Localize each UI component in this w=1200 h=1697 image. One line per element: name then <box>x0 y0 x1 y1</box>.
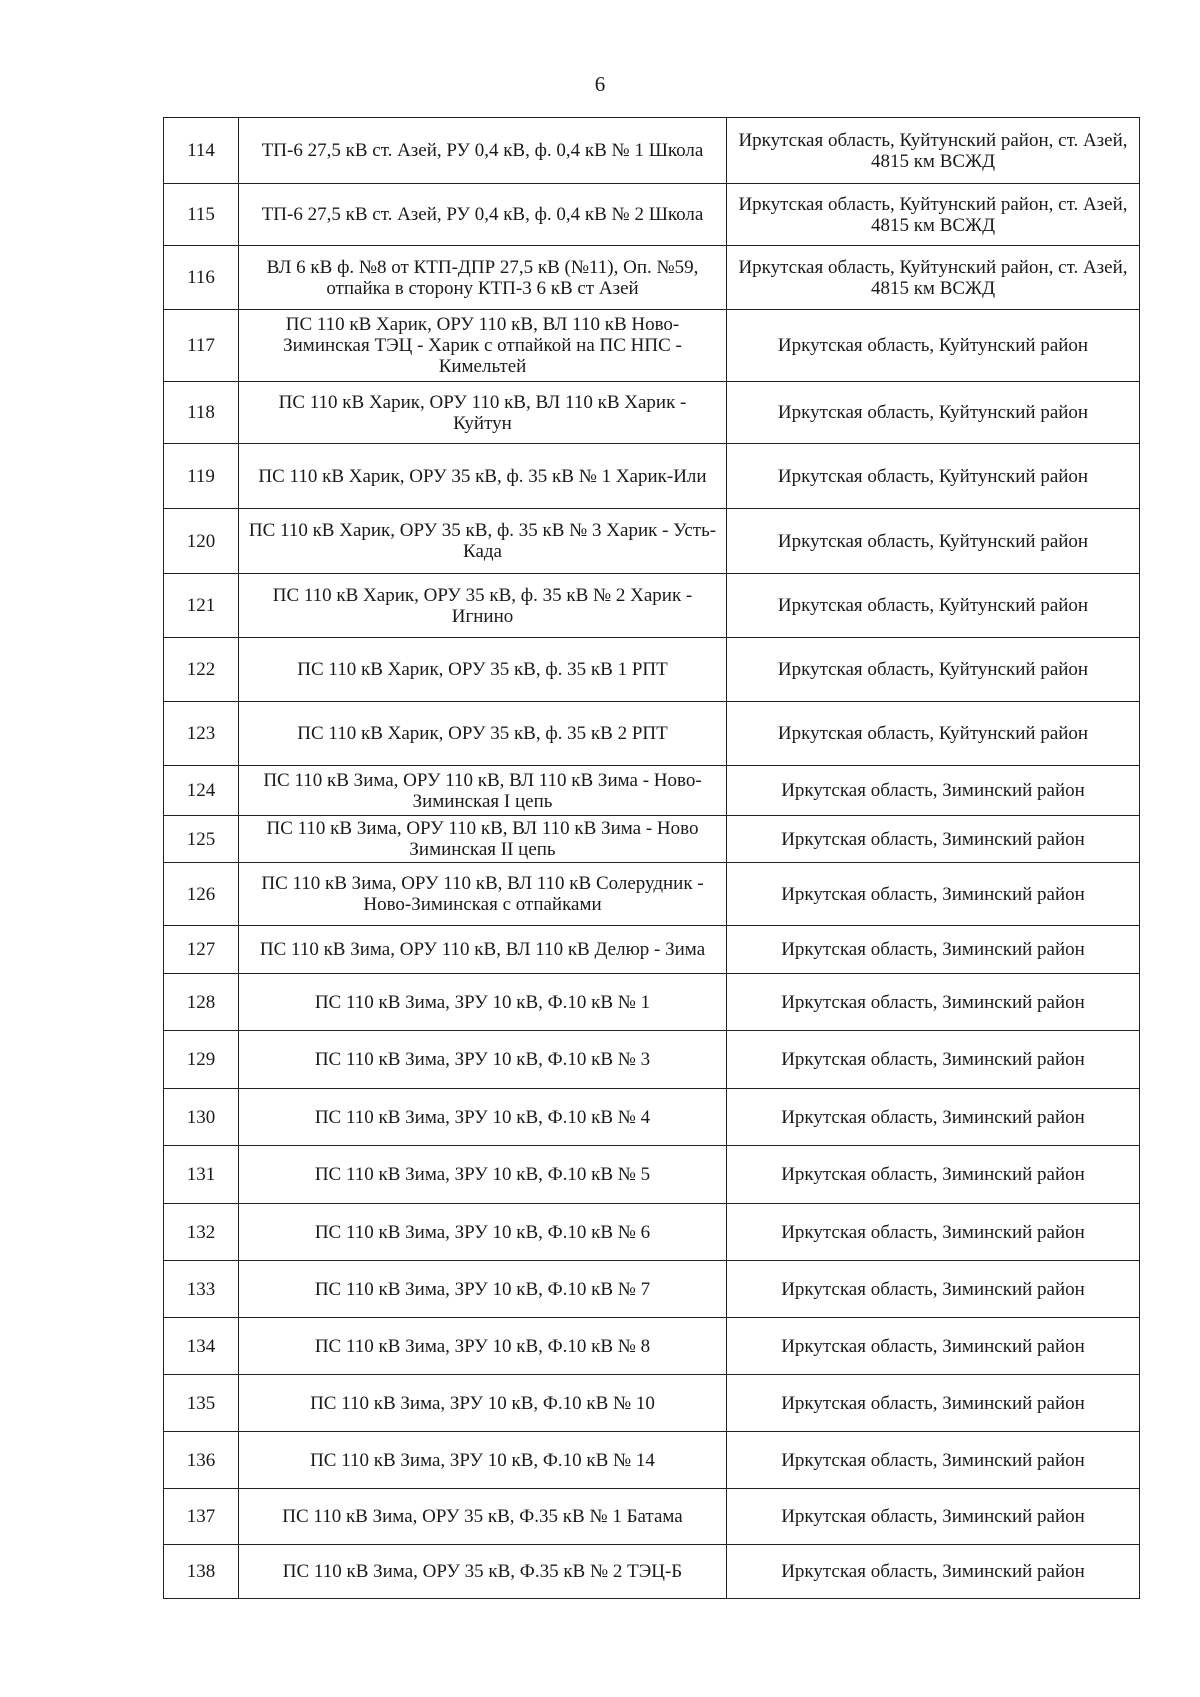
objects-table-body <box>164 118 1140 1599</box>
row-number-cell: 138 <box>164 1545 239 1599</box>
table-row <box>164 310 1140 382</box>
object-name-cell: ПС 110 кВ Харик, ОРУ 35 кВ, ф. 35 кВ № 3 Харик - Усть-Када <box>239 509 727 574</box>
object-name-cell: ПС 110 кВ Зима, ЗРУ 10 кВ, Ф.10 кВ № 8 <box>239 1318 727 1375</box>
object-name-cell: ПС 110 кВ Зима, ОРУ 110 кВ, ВЛ 110 кВ Солерудник - Ново-Зиминская с отпайками <box>239 863 727 926</box>
table-row <box>164 1318 1140 1375</box>
object-name-cell: ВЛ 6 кВ ф. №8 от КТП-ДПР 27,5 кВ (№11), Оп. №59, отпайка в сторону КТП-3 6 кВ ст Азей <box>239 246 727 310</box>
object-name-cell: ПС 110 кВ Зима, ЗРУ 10 кВ, Ф.10 кВ № 14 <box>239 1432 727 1489</box>
row-number-cell: 135 <box>164 1375 239 1432</box>
table-row <box>164 382 1140 444</box>
object-name-cell: ПС 110 кВ Зима, ЗРУ 10 кВ, Ф.10 кВ № 1 <box>239 974 727 1031</box>
table-row <box>164 246 1140 310</box>
table-row <box>164 638 1140 702</box>
row-number-cell: 132 <box>164 1204 239 1261</box>
row-number-cell: 127 <box>164 926 239 974</box>
object-location-cell: Иркутская область, Куйтунский район <box>727 702 1140 766</box>
object-name-cell: ПС 110 кВ Зима, ЗРУ 10 кВ, Ф.10 кВ № 3 <box>239 1031 727 1089</box>
object-name-cell: ПС 110 кВ Зима, ОРУ 110 кВ, ВЛ 110 кВ Зима - Ново Зиминская II цепь <box>239 816 727 863</box>
row-number-cell: 114 <box>164 118 239 184</box>
table-row <box>164 702 1140 766</box>
table-row <box>164 1489 1140 1545</box>
table-row <box>164 816 1140 863</box>
table-row <box>164 184 1140 246</box>
table-row <box>164 509 1140 574</box>
row-number-cell: 137 <box>164 1489 239 1545</box>
row-number-cell: 119 <box>164 444 239 509</box>
object-location-cell: Иркутская область, Зиминский район <box>727 1432 1140 1489</box>
table-row <box>164 863 1140 926</box>
row-number-cell: 117 <box>164 310 239 382</box>
row-number-cell: 116 <box>164 246 239 310</box>
row-number-cell: 126 <box>164 863 239 926</box>
row-number-cell: 121 <box>164 574 239 638</box>
object-name-cell: ПС 110 кВ Харик, ОРУ 35 кВ, ф. 35 кВ № 1 Харик-Или <box>239 444 727 509</box>
object-location-cell: Иркутская область, Зиминский район <box>727 766 1140 816</box>
object-name-cell: ПС 110 кВ Харик, ОРУ 110 кВ, ВЛ 110 кВ Харик - Куйтун <box>239 382 727 444</box>
object-name-cell: ПС 110 кВ Зима, ЗРУ 10 кВ, Ф.10 кВ № 6 <box>239 1204 727 1261</box>
object-location-cell: Иркутская область, Куйтунский район <box>727 382 1140 444</box>
row-number-cell: 134 <box>164 1318 239 1375</box>
object-location-cell: Иркутская область, Куйтунский район <box>727 574 1140 638</box>
object-location-cell: Иркутская область, Зиминский район <box>727 926 1140 974</box>
table-row <box>164 118 1140 184</box>
object-location-cell: Иркутская область, Зиминский район <box>727 1031 1140 1089</box>
row-number-cell: 129 <box>164 1031 239 1089</box>
object-location-cell: Иркутская область, Куйтунский район, ст. Азей, 4815 км ВСЖД <box>727 184 1140 246</box>
object-location-cell: Иркутская область, Зиминский район <box>727 816 1140 863</box>
table-row <box>164 1261 1140 1318</box>
object-name-cell: ПС 110 кВ Зима, ЗРУ 10 кВ, Ф.10 кВ № 4 <box>239 1089 727 1146</box>
object-location-cell: Иркутская область, Куйтунский район <box>727 638 1140 702</box>
object-name-cell: ПС 110 кВ Харик, ОРУ 35 кВ, ф. 35 кВ № 2 Харик - Игнино <box>239 574 727 638</box>
row-number-cell: 123 <box>164 702 239 766</box>
table-row <box>164 1146 1140 1204</box>
object-name-cell: ПС 110 кВ Зима, ОРУ 110 кВ, ВЛ 110 кВ Зима - Ново-Зиминская I цепь <box>239 766 727 816</box>
row-number-cell: 118 <box>164 382 239 444</box>
table-row <box>164 574 1140 638</box>
object-name-cell: ПС 110 кВ Зима, ЗРУ 10 кВ, Ф.10 кВ № 7 <box>239 1261 727 1318</box>
table-row <box>164 926 1140 974</box>
object-name-cell: ТП-6 27,5 кВ ст. Азей, РУ 0,4 кВ, ф. 0,4 кВ № 1 Школа <box>239 118 727 184</box>
object-name-cell: ТП-6 27,5 кВ ст. Азей, РУ 0,4 кВ, ф. 0,4 кВ № 2 Школа <box>239 184 727 246</box>
objects-table <box>163 117 1140 1599</box>
row-number-cell: 125 <box>164 816 239 863</box>
object-name-cell: ПС 110 кВ Харик, ОРУ 35 кВ, ф. 35 кВ 2 РПТ <box>239 702 727 766</box>
table-row <box>164 1432 1140 1489</box>
object-location-cell: Иркутская область, Зиминский район <box>727 1489 1140 1545</box>
table-row <box>164 444 1140 509</box>
table-row <box>164 1545 1140 1599</box>
row-number-cell: 120 <box>164 509 239 574</box>
object-location-cell: Иркутская область, Куйтунский район, ст. Азей, 4815 км ВСЖД <box>727 118 1140 184</box>
row-number-cell: 128 <box>164 974 239 1031</box>
object-location-cell: Иркутская область, Куйтунский район <box>727 310 1140 382</box>
object-name-cell: ПС 110 кВ Харик, ОРУ 110 кВ, ВЛ 110 кВ Ново-Зиминская ТЭЦ - Харик с отпайкой на ПС НПС - Кимельтей <box>239 310 727 382</box>
page-number: 6 <box>594 72 606 96</box>
object-location-cell: Иркутская область, Зиминский район <box>727 1204 1140 1261</box>
table-row <box>164 974 1140 1031</box>
table-row <box>164 1089 1140 1146</box>
object-location-cell: Иркутская область, Зиминский район <box>727 1545 1140 1599</box>
object-name-cell: ПС 110 кВ Зима, ОРУ 35 кВ, Ф.35 кВ № 2 ТЭЦ-Б <box>239 1545 727 1599</box>
object-location-cell: Иркутская область, Зиминский район <box>727 1375 1140 1432</box>
object-name-cell: ПС 110 кВ Зима, ЗРУ 10 кВ, Ф.10 кВ № 10 <box>239 1375 727 1432</box>
row-number-cell: 124 <box>164 766 239 816</box>
table-row <box>164 1031 1140 1089</box>
table-row <box>164 766 1140 816</box>
object-name-cell: ПС 110 кВ Зима, ЗРУ 10 кВ, Ф.10 кВ № 5 <box>239 1146 727 1204</box>
object-name-cell: ПС 110 кВ Зима, ОРУ 35 кВ, Ф.35 кВ № 1 Батама <box>239 1489 727 1545</box>
row-number-cell: 130 <box>164 1089 239 1146</box>
object-location-cell: Иркутская область, Зиминский район <box>727 863 1140 926</box>
object-name-cell: ПС 110 кВ Харик, ОРУ 35 кВ, ф. 35 кВ 1 РПТ <box>239 638 727 702</box>
object-location-cell: Иркутская область, Куйтунский район <box>727 509 1140 574</box>
object-name-cell: ПС 110 кВ Зима, ОРУ 110 кВ, ВЛ 110 кВ Делюр - Зима <box>239 926 727 974</box>
object-location-cell: Иркутская область, Зиминский район <box>727 974 1140 1031</box>
table-row <box>164 1375 1140 1432</box>
row-number-cell: 115 <box>164 184 239 246</box>
object-location-cell: Иркутская область, Зиминский район <box>727 1261 1140 1318</box>
row-number-cell: 131 <box>164 1146 239 1204</box>
object-location-cell: Иркутская область, Зиминский район <box>727 1089 1140 1146</box>
object-location-cell: Иркутская область, Зиминский район <box>727 1146 1140 1204</box>
object-location-cell: Иркутская область, Куйтунский район <box>727 444 1140 509</box>
table-row <box>164 1204 1140 1261</box>
object-location-cell: Иркутская область, Куйтунский район, ст. Азей, 4815 км ВСЖД <box>727 246 1140 310</box>
row-number-cell: 122 <box>164 638 239 702</box>
row-number-cell: 136 <box>164 1432 239 1489</box>
row-number-cell: 133 <box>164 1261 239 1318</box>
object-location-cell: Иркутская область, Зиминский район <box>727 1318 1140 1375</box>
